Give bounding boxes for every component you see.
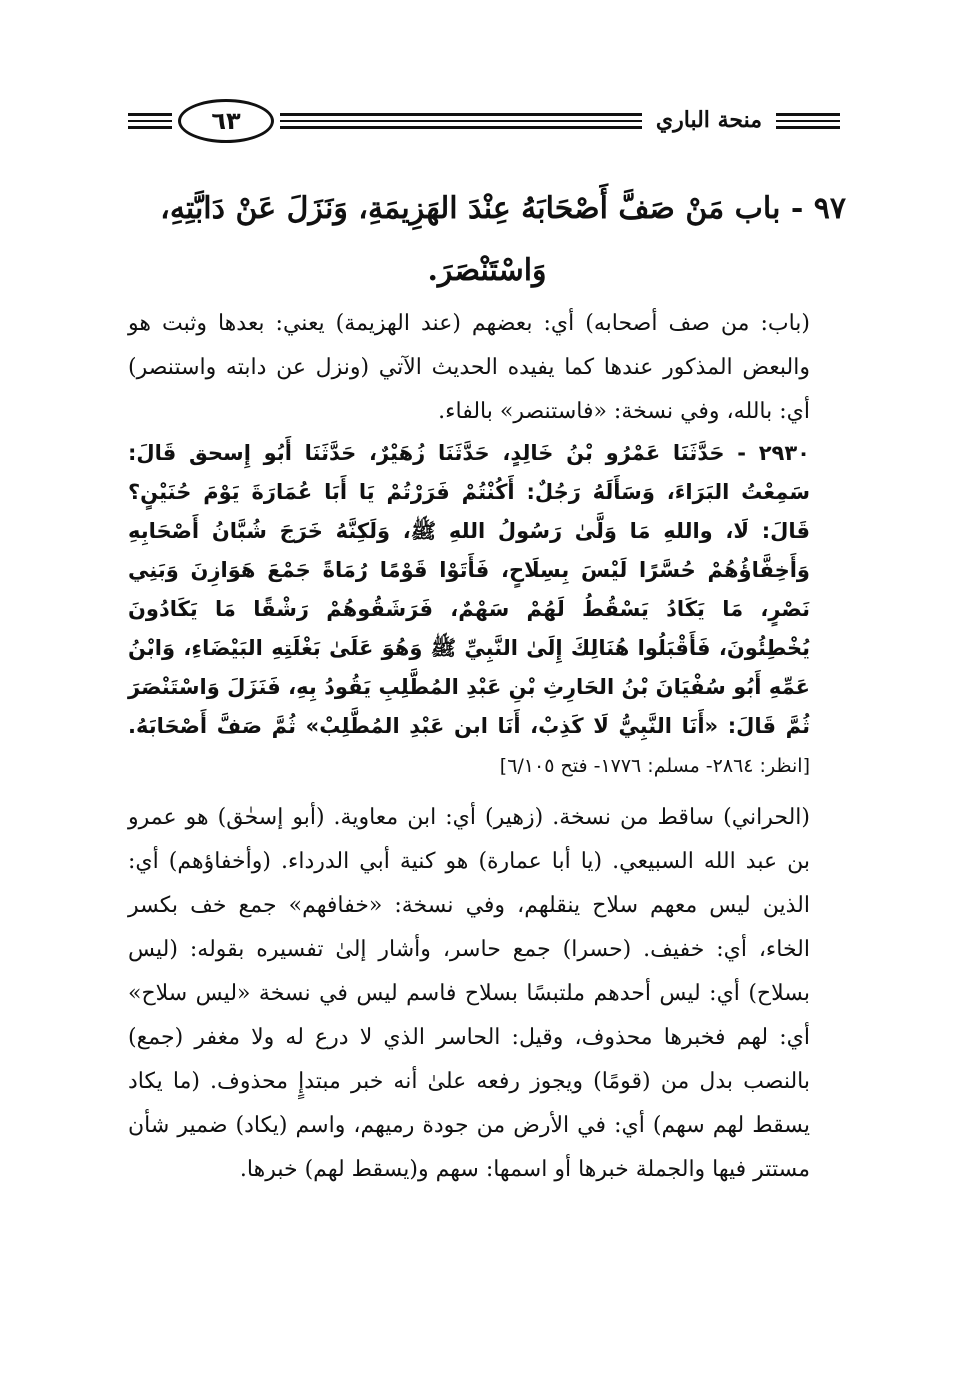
chapter-heading-line2: وَاسْتَنْصَرَ.: [427, 253, 547, 288]
page-number-box: [172, 96, 280, 146]
commentary-paragraph-2: (الحراني) ساقط من نسخة. (زهير) أي: ابن معاوية. (أبو إسحٰق) هو عمرو بن عبد الله السبيعي. (يا أبا عمارة) هو كنية أبي الدرداء. (وأخفاؤهم) أي: الذين ليس معهم سلاح ينقلهم، وفي نسخة: «خفافهم» جمع خف بكسر الخاء، أي: خفيف. (حسرا) جمع حاسر، وأشار إلىٰ تفسيره بقوله: (ليس بسلاح) أي: ليس أحدهم ملتبسًا بسلاح فاسم ليس في نسخة «ليس سلاح» أي: لهم فخبرها محذوف، وقيل: الحاسر الذي لا درع له ولا مغفر (جمع) بالنصب بدل من (قومًا) ويجوز رفعه علىٰ أنه خبر مبتدإٍ محذوف. (ما يكاد يسقط لهم سهم) أي: في الأرض من جودة رميهم، واسم (يكاد) ضمير شأن مستتر فيها والجملة خبرها أو اسمها: سهم و(يسقط لهم) خبرها.: [128, 805, 810, 1182]
book-title-box: [642, 98, 776, 142]
chapter-heading: [128, 178, 846, 302]
page-number: ٦٣: [178, 99, 274, 143]
hadith-text: [128, 434, 846, 786]
commentary-paragraph-1: (باب: من صف أصحابه) أي: بعضهم (عند الهزيمة) يعني: بعدها وثبت هو والبعض المذكور عندها كما يفيده الحديث الآتي (ونزل عن دابته واستنصر) أي: بالله، وفي نسخة: «فاستنصر» بالفاء.: [128, 311, 810, 424]
hadith-reference: [انظر: ٢٨٦٤- مسلم: ١٧٧٦- فتح ٦/١٠٥]: [499, 755, 810, 777]
hadith-body: ٢٩٣٠ - حَدَّثَنَا عَمْرُو بْنُ خَالِدٍ، حَدَّثَنَا زُهَيْرٌ، حَدَّثَنَا أَبُو إِسحق قَالَ: سَمِعْتُ البَرَاءَ، وَسَأَلَهُ رَجُلٌ: أَكُنْتُمْ فَرَرْتُمْ يَا أَبَا عُمَارَةَ يَوْمَ حُنَيْنٍ؟ قَالَ: لَا، واللهِ مَا وَلَّىٰ رَسُولُ اللهِ ﷺ، وَلَكِنَّهُ خَرَجَ شُبَّانُ أَصْحَابِهِ وَأَخِفَّاؤُهُمْ حُسَّرًا لَيْسَ بِسِلَاحٍ، فَأَتَوْا قَوْمًا رُمَاةً جَمْعَ هَوَازِنَ وَبَنِي نَصْرٍ، مَا يَكَادُ يَسْقُطُ لَهُمْ سَهْمٌ، فَرَشَقُوهُمْ رَشْقًا مَا يَكَادُونَ يُخْطِئُونَ، فَأَقْبَلُوا هُنَالِكَ إِلَىٰ النَّبِيِّ ﷺ وَهُوَ عَلَىٰ بَغْلَتِهِ البَيْضَاءِ، وَابْنُ عَمِّهِ أَبُو سُفْيَانَ بْنُ الحَارِثِ بْنِ عَبْدِ المُطَّلِبِ يَقُودُ بِهِ، فَنَزَلَ وَاسْتَنْصَرَ ثُمَّ قَالَ: «أَنَا النَّبِيُّ لَا كَذِبْ، أَنَا ابن عَبْدِ المُطَّلِبْ» ثُمَّ صَفَّ أَصْحَابَهُ.: [128, 441, 810, 738]
page-content: [128, 178, 846, 1192]
page-header: [128, 96, 840, 146]
book-title: منحة الباري: [655, 107, 762, 133]
chapter-heading-line1: ٩٧ - باب مَنْ صَفَّ أَصْحَابَهُ عِنْدَ الهَزِيمَةِ، وَنَزَلَ عَنْ دَابَّتِهِ،: [160, 191, 846, 226]
